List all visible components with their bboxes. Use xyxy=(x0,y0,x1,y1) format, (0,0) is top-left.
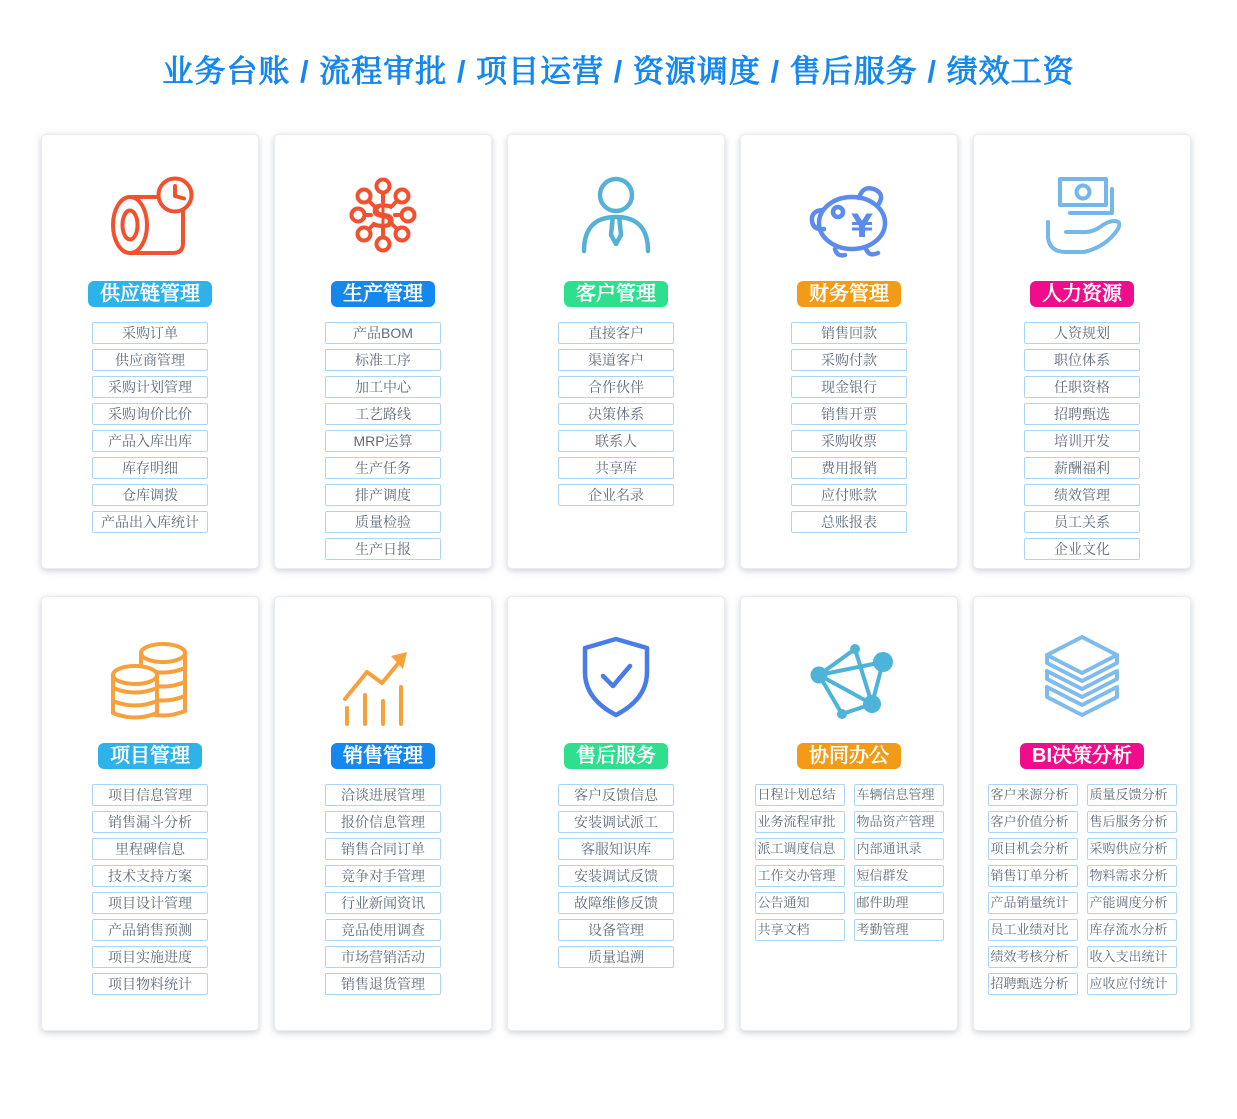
svg-text:¥: ¥ xyxy=(850,207,874,245)
feature-item[interactable]: 联系人 xyxy=(558,430,674,452)
dollar-network-icon xyxy=(333,160,433,270)
feature-item[interactable]: 销售合同订单 xyxy=(325,838,441,860)
feature-item[interactable]: 合作伙伴 xyxy=(558,376,674,398)
feature-item[interactable]: 加工中心 xyxy=(325,376,441,398)
feature-item[interactable]: 标准工序 xyxy=(325,349,441,371)
feature-list xyxy=(325,784,441,995)
feature-item[interactable]: 共享库 xyxy=(558,457,674,479)
person-icon xyxy=(566,160,666,270)
feature-list xyxy=(558,322,674,506)
cards-grid xyxy=(0,134,1237,1031)
feature-list xyxy=(988,784,1177,995)
feature-item[interactable]: 安装调试反馈 xyxy=(558,865,674,887)
feature-item[interactable]: 公告通知 xyxy=(755,892,845,914)
feature-item[interactable]: 采购计划管理 xyxy=(92,376,208,398)
feature-item[interactable]: 员工关系 xyxy=(1024,511,1140,533)
money-in-hand-icon xyxy=(1032,160,1132,270)
feature-item[interactable]: 客服知识库 xyxy=(558,838,674,860)
feature-item[interactable]: 销售开票 xyxy=(791,403,907,425)
layers-stack-icon xyxy=(1032,622,1132,732)
feature-item[interactable]: 库存流水分析 xyxy=(1087,919,1177,941)
shield-check-icon xyxy=(566,622,666,732)
card-bi-analysis xyxy=(973,596,1191,1031)
feature-item[interactable]: 物料需求分析 xyxy=(1087,865,1177,887)
card-supply-chain xyxy=(41,134,259,569)
card-sales xyxy=(274,596,492,1031)
network-nodes-icon xyxy=(799,622,899,732)
feature-list xyxy=(791,322,907,533)
feature-item[interactable]: 客户价值分析 xyxy=(988,811,1078,833)
feature-item[interactable]: 产品销售预测 xyxy=(92,919,208,941)
coins-stack-icon xyxy=(100,622,200,732)
feature-item[interactable]: 安装调试派工 xyxy=(558,811,674,833)
feature-item[interactable]: 招聘甄选 xyxy=(1024,403,1140,425)
card-title-badge: 供应链管理 xyxy=(88,281,212,307)
feature-item[interactable]: 项目物料统计 xyxy=(92,973,208,995)
feature-list xyxy=(92,322,208,533)
feature-item[interactable]: 总账报表 xyxy=(791,511,907,533)
card-project xyxy=(41,596,259,1031)
feature-item[interactable]: 邮件助理 xyxy=(854,892,944,914)
feature-item[interactable]: 培训开发 xyxy=(1024,430,1140,452)
feature-item[interactable]: 产品BOM xyxy=(325,322,441,344)
feature-item[interactable]: 渠道客户 xyxy=(558,349,674,371)
feature-item[interactable]: 行业新闻资讯 xyxy=(325,892,441,914)
feature-item[interactable]: 应收应付统计 xyxy=(1087,973,1177,995)
feature-item[interactable]: 招聘甄选分析 xyxy=(988,973,1078,995)
feature-item[interactable]: 客户反馈信息 xyxy=(558,784,674,806)
feature-item[interactable]: 设备管理 xyxy=(558,919,674,941)
feature-item[interactable]: 市场营销活动 xyxy=(325,946,441,968)
feature-list xyxy=(558,784,674,968)
card-human-resources xyxy=(973,134,1191,569)
page-title: 业务台账 / 流程审批 / 项目运营 / 资源调度 / 售后服务 / 绩效工资 xyxy=(162,54,1075,89)
feature-item[interactable]: 员工业绩对比 xyxy=(988,919,1078,941)
feature-list xyxy=(92,784,208,995)
card-title-badge: 生产管理 xyxy=(331,281,435,307)
feature-item[interactable]: 派工调度信息 xyxy=(755,838,845,860)
feature-item[interactable]: 收入支出统计 xyxy=(1087,946,1177,968)
card-title-badge: BI决策分析 xyxy=(1020,743,1144,769)
card-title-badge: 协同办公 xyxy=(797,743,901,769)
card-title-badge: 财务管理 xyxy=(797,281,901,307)
feature-item[interactable]: 工艺路线 xyxy=(325,403,441,425)
feature-item[interactable]: 质量追溯 xyxy=(558,946,674,968)
feature-item[interactable]: 产品入库出库 xyxy=(92,430,208,452)
feature-item[interactable]: 质量检验 xyxy=(325,511,441,533)
feature-item[interactable]: 企业名录 xyxy=(558,484,674,506)
feature-item[interactable]: 销售订单分析 xyxy=(988,865,1078,887)
feature-item[interactable]: 采购付款 xyxy=(791,349,907,371)
feature-item[interactable]: 竞品使用调查 xyxy=(325,919,441,941)
feature-item[interactable]: 销售漏斗分析 xyxy=(92,811,208,833)
svg-text:$: $ xyxy=(369,193,397,237)
feature-item[interactable]: 决策体系 xyxy=(558,403,674,425)
paper-roll-clock-icon xyxy=(100,160,200,270)
feature-item[interactable]: 绩效管理 xyxy=(1024,484,1140,506)
feature-item[interactable]: 物品资产管理 xyxy=(854,811,944,833)
feature-item[interactable]: 人资规划 xyxy=(1024,322,1140,344)
card-title-badge: 售后服务 xyxy=(564,743,668,769)
feature-item[interactable]: 工作交办管理 xyxy=(755,865,845,887)
card-production xyxy=(274,134,492,569)
feature-item[interactable]: 库存明细 xyxy=(92,457,208,479)
feature-item[interactable]: 企业文化 xyxy=(1024,538,1140,560)
feature-item[interactable]: 洽谈进展管理 xyxy=(325,784,441,806)
feature-item[interactable]: 仓库调拨 xyxy=(92,484,208,506)
feature-item[interactable]: 采购订单 xyxy=(92,322,208,344)
feature-item[interactable]: 报价信息管理 xyxy=(325,811,441,833)
feature-item[interactable]: 故障维修反馈 xyxy=(558,892,674,914)
feature-item[interactable]: 现金银行 xyxy=(791,376,907,398)
feature-item[interactable]: 职位体系 xyxy=(1024,349,1140,371)
feature-item[interactable]: 竞争对手管理 xyxy=(325,865,441,887)
feature-item[interactable]: 直接客户 xyxy=(558,322,674,344)
feature-item[interactable]: 业务流程审批 xyxy=(755,811,845,833)
card-title-badge: 人力资源 xyxy=(1030,281,1134,307)
feature-item[interactable]: 绩效考核分析 xyxy=(988,946,1078,968)
feature-item[interactable]: 产品销量统计 xyxy=(988,892,1078,914)
feature-item[interactable]: 任职资格 xyxy=(1024,376,1140,398)
feature-item[interactable]: 车辆信息管理 xyxy=(854,784,944,806)
feature-item[interactable]: 应付账款 xyxy=(791,484,907,506)
feature-item[interactable]: 采购供应分析 xyxy=(1087,838,1177,860)
feature-item[interactable]: 项目设计管理 xyxy=(92,892,208,914)
feature-list xyxy=(1024,322,1140,560)
feature-item[interactable]: 采购询价比价 xyxy=(92,403,208,425)
feature-item[interactable]: 项目信息管理 xyxy=(92,784,208,806)
feature-item[interactable]: 里程碑信息 xyxy=(92,838,208,860)
card-customer xyxy=(507,134,725,569)
feature-item[interactable]: 排产调度 xyxy=(325,484,441,506)
feature-item[interactable]: 质量反馈分析 xyxy=(1087,784,1177,806)
feature-item[interactable]: 技术支持方案 xyxy=(92,865,208,887)
feature-item[interactable]: 售后服务分析 xyxy=(1087,811,1177,833)
feature-item[interactable]: 内部通讯录 xyxy=(854,838,944,860)
feature-list xyxy=(755,784,944,941)
card-title-badge: 客户管理 xyxy=(564,281,668,307)
feature-item[interactable]: 销售退货管理 xyxy=(325,973,441,995)
growth-chart-icon xyxy=(333,622,433,732)
feature-item[interactable]: 项目实施进度 xyxy=(92,946,208,968)
card-title-badge: 项目管理 xyxy=(98,743,202,769)
feature-item[interactable]: 销售回款 xyxy=(791,322,907,344)
feature-item[interactable]: 短信群发 xyxy=(854,865,944,887)
card-finance xyxy=(740,134,958,569)
feature-item[interactable]: 生产任务 xyxy=(325,457,441,479)
feature-item[interactable]: 产能调度分析 xyxy=(1087,892,1177,914)
feature-item[interactable]: 费用报销 xyxy=(791,457,907,479)
feature-item[interactable]: 项目机会分析 xyxy=(988,838,1078,860)
feature-item[interactable]: MRP运算 xyxy=(325,430,441,452)
feature-item[interactable]: 共享文档 xyxy=(755,919,845,941)
feature-item[interactable]: 生产日报 xyxy=(325,538,441,560)
feature-item[interactable]: 采购收票 xyxy=(791,430,907,452)
feature-item[interactable]: 日程计划总结 xyxy=(755,784,845,806)
feature-item[interactable]: 客户来源分析 xyxy=(988,784,1078,806)
feature-item[interactable]: 产品出入库统计 xyxy=(92,511,208,533)
card-after-sales xyxy=(507,596,725,1031)
card-collaboration xyxy=(740,596,958,1031)
feature-item[interactable]: 考勤管理 xyxy=(854,919,944,941)
feature-list xyxy=(325,322,441,560)
feature-item[interactable]: 薪酬福利 xyxy=(1024,457,1140,479)
piggy-bank-icon xyxy=(799,160,899,270)
card-title-badge: 销售管理 xyxy=(331,743,435,769)
feature-item[interactable]: 供应商管理 xyxy=(92,349,208,371)
